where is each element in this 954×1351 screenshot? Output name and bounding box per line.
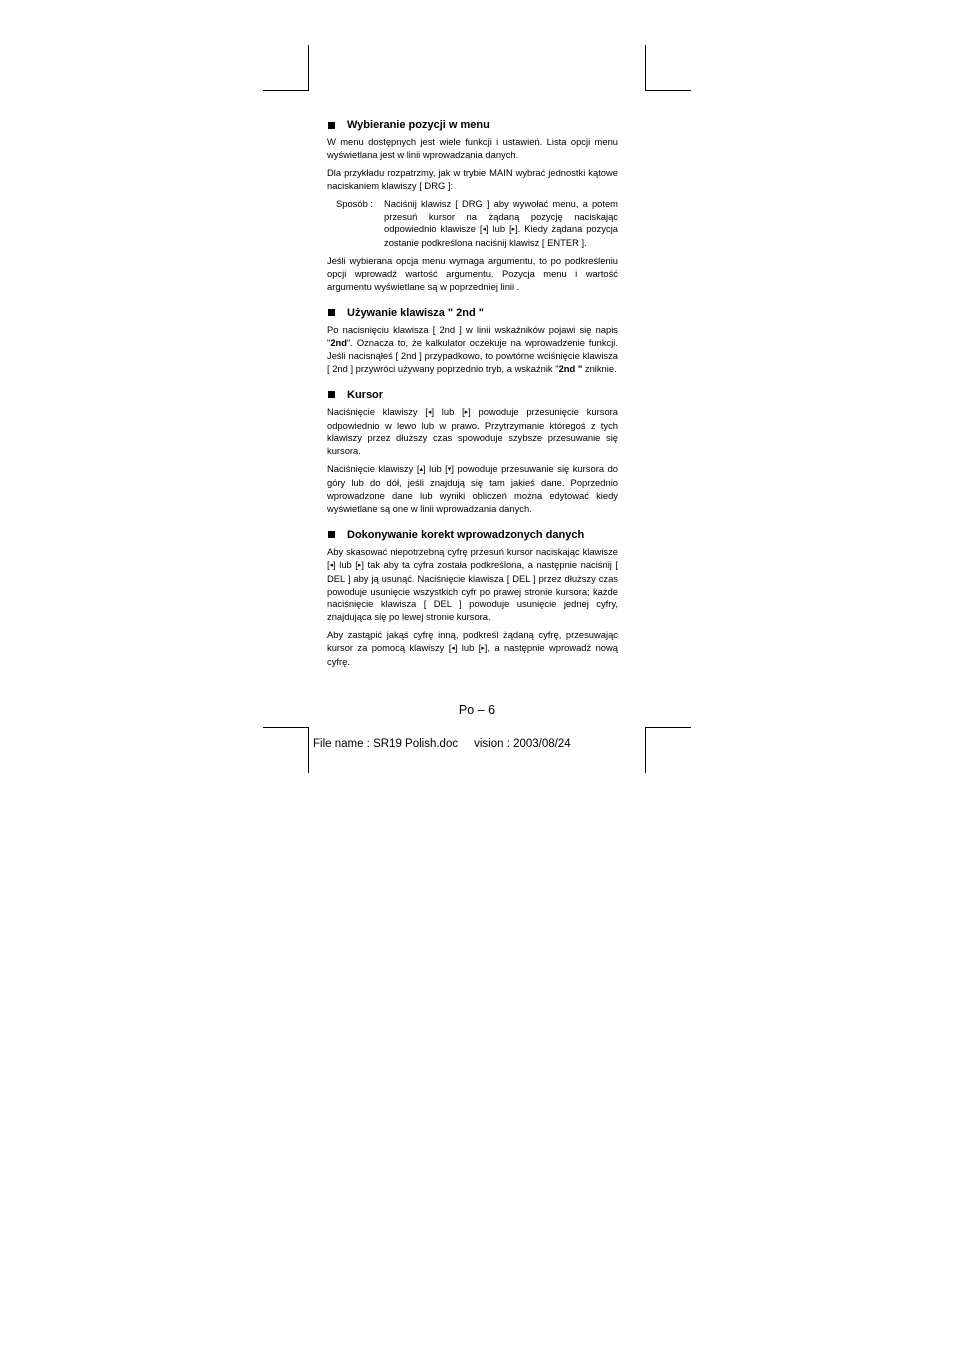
right-arrow-key-icon: ▸ <box>481 645 485 653</box>
paragraph: W menu dostępnych jest wiele funkcji i ustawień. Lista opcji menu wyświetlana jest w linii wprowadzania danych. <box>327 136 618 160</box>
paragraph: Dla przykładu rozpatrzmy, jak w trybie MAIN wybrać jednostki kątowe naciskaniem klawiszy [ DRG ]: <box>327 166 618 191</box>
square-bullet-icon <box>328 531 335 538</box>
section-title: Dokonywanie korekt wprowadzonych danych <box>347 528 585 541</box>
section-title: Używanie klawisza " 2nd " <box>347 306 484 319</box>
method-text: Naciśnij klawisz [ DRG ] aby wywołać menu, a potem przesuń kursor na żądaną pozycję naciskając odpowiednio klawisze [◂] lub [▸]. Kiedy żądana pozycja zostanie podkreślona naciśnij klawisz [ ENTER ]. <box>384 197 619 249</box>
footer-version: vision : 2003/08/24 <box>474 738 571 750</box>
section-menu-selection <box>327 118 618 294</box>
section-2nd-key <box>327 306 618 376</box>
crop-mark-bottom-left-vertical <box>308 727 309 773</box>
paragraph: Aby skasować niepotrzebną cyfrę przesuń kursor naciskając klawisze [◂] lub [▸] tak aby ta cyfra została podkreślona, a następnie naciśnij [ DEL ] aby ją usunąć. Naciśnięcie klawisza [ DEL ] przez dłuższy czas powoduje usunięcie wszystkich cyfr po prawej stronie kursora; każde naciśnięcie klawisza [ DEL ] powoduje usunięcie jednej cyfry, znajdująca się po lewej stronie kursora. <box>327 545 618 623</box>
left-arrow-key-icon: ◂ <box>427 408 432 416</box>
crop-mark-top-right-horizontal <box>645 90 691 91</box>
section-title: Kursor <box>347 388 384 401</box>
right-arrow-key-icon: ▸ <box>464 408 469 416</box>
method-block <box>327 198 618 251</box>
section-heading <box>327 118 618 132</box>
section-heading <box>327 306 618 320</box>
page-number: Po – 6 <box>458 703 496 717</box>
footer-file-name: File name : SR19 Polish.doc <box>313 738 459 750</box>
section-heading <box>327 528 618 542</box>
paragraph: Naciśnięcie klawiszy [◂] lub [▸] powoduje przesunięcie kursora odpowiednio w lewo lub w prawo. Przytrzymanie któregoś z tych klawiszy przez dłuższy czas spowoduje szybsze przesuwanie się kursora. <box>327 405 619 457</box>
section-heading <box>327 388 618 402</box>
up-arrow-key-icon: ▴ <box>419 466 424 474</box>
right-arrow-key-icon: ▸ <box>357 561 362 569</box>
method-label: Sposób : <box>336 197 374 209</box>
paragraph: Jeśli wybierana opcja menu wymaga argumentu, to po podkreśleniu opcji wprowadź wartość argumentu. Pozycja menu i wartość argumentu wyświetlane są w poprzedniej linii . <box>327 255 618 293</box>
down-arrow-key-icon: ▾ <box>447 466 452 474</box>
section-corrections <box>327 528 618 669</box>
file-footer <box>313 737 571 751</box>
right-arrow-key-icon: ▸ <box>511 226 516 234</box>
crop-mark-bottom-left-horizontal <box>263 727 309 728</box>
paragraph: Aby zastąpić jakąś cyfrę inną, podkreśl żądaną cyfrę, przesuwając kursor za pomocą klawiszy [◂] lub [▸], a następnie wprowadź nową cyfrę. <box>327 629 618 668</box>
crop-mark-bottom-right-horizontal <box>645 727 691 728</box>
crop-mark-top-right-vertical <box>645 45 646 91</box>
crop-mark-top-left-horizontal <box>263 90 309 91</box>
section-cursor <box>327 388 618 516</box>
left-arrow-key-icon: ◂ <box>329 561 334 569</box>
crop-mark-top-left-vertical <box>308 45 309 91</box>
square-bullet-icon <box>328 309 335 316</box>
left-arrow-key-icon: ◂ <box>482 226 487 234</box>
square-bullet-icon <box>328 122 335 129</box>
paragraph: Naciśnięcie klawiszy [▴] lub [▾] powoduje przesuwanie się kursora do góry lub do dół, jeśli znajdują się tam jakieś dane. Poprzednio wprowadzone dane lub wyniki obliczeń można edytować kiedy wyświetlane są one w linii wprowadzania danych. <box>327 463 618 514</box>
crop-mark-bottom-right-vertical <box>645 727 646 773</box>
paragraph: Po nacisnięciu klawisza [ 2nd ] w linii wskaźników pojawi się napis "2nd". Oznacza to, że kalkulator oczekuje na wprowadzenie funkcji. Jeśli nacisnąłeś [ 2nd ] przypadkowo, to powtórne wciśnięcie klawisza [ 2nd ] przywróci używany poprzednio tryb, a wskaźnik "2nd " zniknie. <box>327 323 618 374</box>
square-bullet-icon <box>328 391 335 398</box>
page-content <box>327 118 618 681</box>
left-arrow-key-icon: ◂ <box>451 645 455 653</box>
section-title: Wybieranie pozycji w menu <box>347 119 490 131</box>
